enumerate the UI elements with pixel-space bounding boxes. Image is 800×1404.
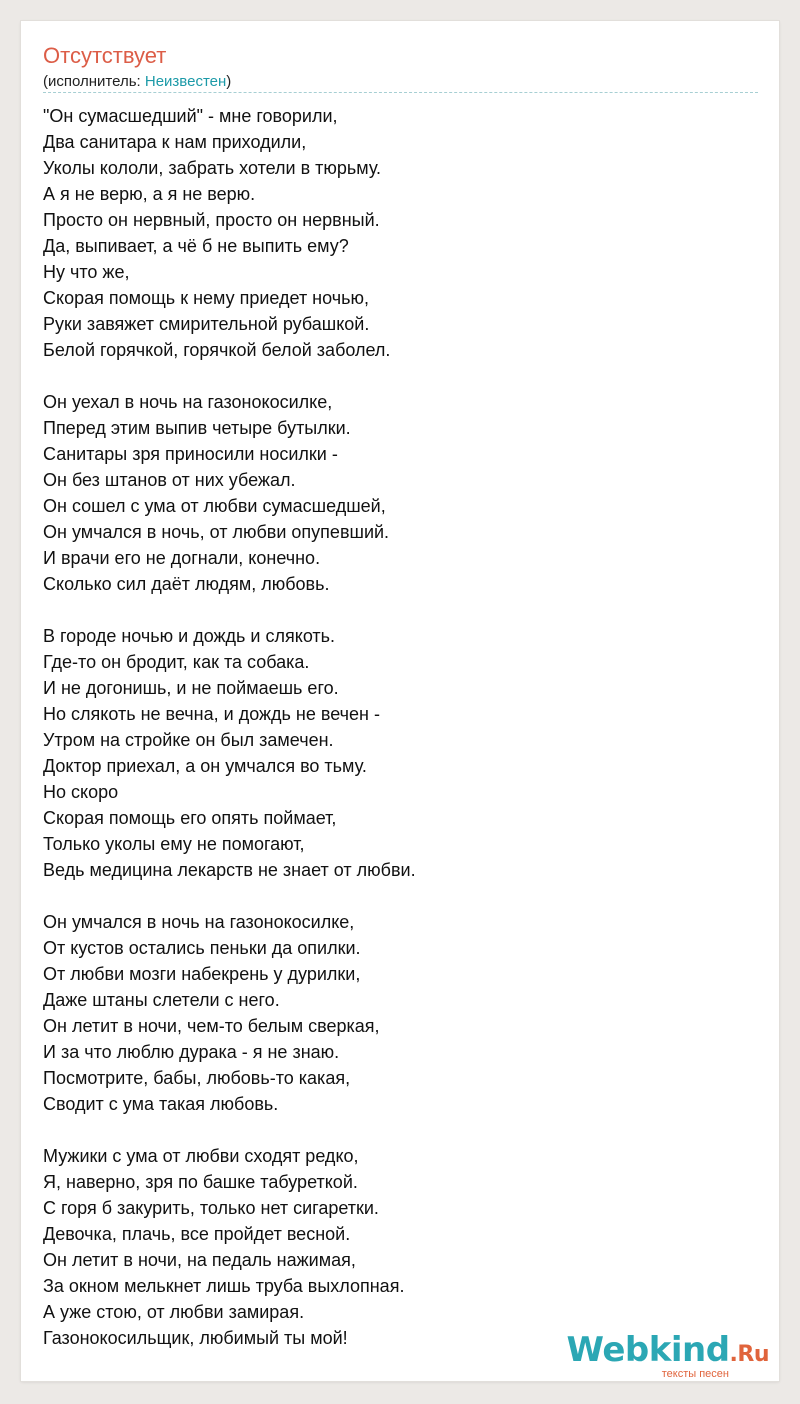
lyric-line: Руки завяжет смирительной рубашкой. xyxy=(43,314,370,334)
lyric-line: Он сошел с ума от любви сумасшедшей, xyxy=(43,496,386,516)
logo-main-text: Webkind xyxy=(566,1330,730,1370)
lyric-line: Девочка, плачь, все пройдет весной. xyxy=(43,1224,351,1244)
stanza-gap xyxy=(43,883,758,909)
lyric-line: Скорая помощь к нему приедет ночью, xyxy=(43,288,369,308)
lyric-line: Сколько сил даёт людям, любовь. xyxy=(43,574,330,594)
lyric-line: И не догонишь, и не поймаешь его. xyxy=(43,678,339,698)
lyric-line: А я не верю, а я не верю. xyxy=(43,184,256,204)
lyric-line: Скорая помощь его опять поймает, xyxy=(43,808,337,828)
lyric-line: Даже штаны слетели с него. xyxy=(43,990,280,1010)
lyric-line: Посмотрите, бабы, любовь-то какая, xyxy=(43,1068,351,1088)
artist-prefix: (исполнитель: xyxy=(43,73,145,90)
lyric-line: Сводит с ума такая любовь. xyxy=(43,1094,279,1114)
lyric-line: В городе ночью и дождь и слякоть. xyxy=(43,626,336,646)
lyric-line: "Он сумасшедший" - мне говорили, xyxy=(43,106,338,126)
lyric-line: Да, выпивает, а чё б не выпить ему? xyxy=(43,236,349,256)
lyric-line: От кустов остались пеньки да опилки. xyxy=(43,938,361,958)
lyric-line: Пперед этим выпив четыре бутылки. xyxy=(43,418,351,438)
lyric-line: Санитары зря приносили носилки - xyxy=(43,444,338,464)
lyric-line: И врачи его не догнали, конечно. xyxy=(43,548,321,568)
lyric-line: Ну что же, xyxy=(43,262,130,282)
lyric-line: Два санитара к нам приходили, xyxy=(43,132,307,152)
lyric-line: Газонокосильщик, любимый ты мой! xyxy=(43,1328,348,1348)
lyric-line: От любви мозги набекрень у дурилки, xyxy=(43,964,361,984)
site-logo[interactable] xyxy=(567,1331,769,1379)
artist-suffix: ) xyxy=(226,73,232,90)
lyric-line: Где-то он бродит, как та собака. xyxy=(43,652,310,672)
stanza-gap xyxy=(43,597,758,623)
lyric-line: Он без штанов от них убежал. xyxy=(43,470,296,490)
artist-link[interactable]: Неизвестен xyxy=(144,73,227,90)
lyric-line: Он летит в ночи, на педаль нажимая, xyxy=(43,1250,356,1270)
logo-tagline: тексты песен xyxy=(661,1368,729,1380)
lyric-line: Просто он нервный, просто он нервный. xyxy=(43,210,380,230)
lyric-line: Он умчался в ночь, от любви опупевший. xyxy=(43,522,390,542)
lyric-line: Только уколы ему не помогают, xyxy=(43,834,305,854)
logo-tld: .Ru xyxy=(729,1342,769,1367)
lyric-line: Он летит в ночи, чем-то белым сверкая, xyxy=(43,1016,380,1036)
lyric-line: Уколы кололи, забрать хотели в тюрьму. xyxy=(43,158,382,178)
lyric-line: Доктор приехал, а он умчался во тьму. xyxy=(43,756,367,776)
stanza-gap xyxy=(43,1117,758,1143)
lyric-line: Утром на стройке он был замечен. xyxy=(43,730,334,750)
lyric-line: Он умчался в ночь на газонокосилке, xyxy=(43,912,355,932)
lyric-line: Белой горячкой, горячкой белой заболел. xyxy=(43,340,391,360)
lyric-line: И за что люблю дурака - я не знаю. xyxy=(43,1042,340,1062)
stanza-gap xyxy=(43,363,758,389)
lyric-line: Но скоро xyxy=(43,782,119,802)
lyric-line: А уже стою, от любви замирая. xyxy=(43,1302,305,1322)
song-title: Отсутствует xyxy=(43,43,167,68)
lyrics-text xyxy=(43,103,758,1351)
lyric-line: С горя б закурить, только нет сигаретки. xyxy=(43,1198,379,1218)
lyric-line: За окном мелькнет лишь труба выхлопная. xyxy=(43,1276,405,1296)
lyric-line: Мужики с ума от любви сходят редко, xyxy=(43,1146,359,1166)
lyric-line: Он уехал в ночь на газонокосилке, xyxy=(43,392,333,412)
title-divider xyxy=(43,92,758,93)
artist-line xyxy=(43,72,231,92)
lyric-line: Ведь медицина лекарств не знает от любви. xyxy=(43,860,416,880)
lyric-line: Я, наверно, зря по башке табуреткой. xyxy=(43,1172,358,1192)
lyric-line: Но слякоть не вечна, и дождь не вечен - xyxy=(43,704,380,724)
lyrics-card xyxy=(21,21,779,1381)
